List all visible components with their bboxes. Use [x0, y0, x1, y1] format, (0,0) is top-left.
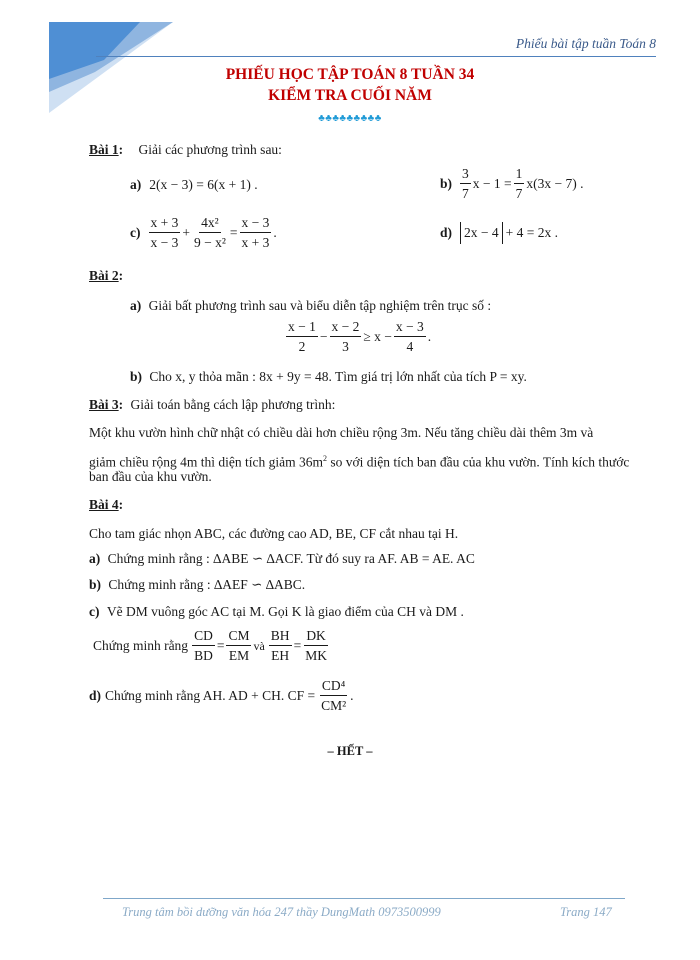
punctuation: . [427, 328, 432, 344]
equation: 2(x − 3) = 6(x + 1) . [149, 177, 258, 192]
item-text: Giải bất phương trình sau và biểu diễn tập nghiệm trên trục số : [148, 298, 492, 313]
page-title: PHIẾU HỌC TẬP TOÁN 8 TUẦN 34 [225, 66, 475, 83]
bai4-label: Bài 4 [89, 497, 119, 512]
equation-part: + 4 = 2x . [505, 225, 558, 240]
item-label: d) [89, 687, 102, 703]
item-text: Cho x, y thỏa mãn : 8x + 9y = 48. Tìm giá trị lớn nhất của tích P = xy. [149, 369, 527, 384]
operator: = [293, 637, 302, 653]
fraction: $\frac{DK}{MK}$ [305, 628, 327, 663]
item-text: Chứng minh rằng : ∆ABE ∽ ∆ACF. Từ đó suy ra AF. AB = AE. AC [107, 551, 475, 566]
bai1-prompt: Giải các phương trình sau: [138, 142, 282, 157]
item-label: b) [440, 175, 453, 191]
bai2-a-inequality [284, 320, 431, 353]
item-text: Chứng minh rằng : ∆AEF ∽ ∆ABC. [108, 577, 306, 592]
bai2-a [130, 297, 491, 315]
equation-part: x − 1 = [472, 175, 512, 191]
fraction: $\frac{3}{7}$ [462, 166, 469, 201]
item-text: Chứng minh rằng AH. AD + CH. CF = [105, 687, 316, 703]
punctuation: . [273, 224, 277, 240]
fraction: $\frac{x - 2}{3}$ [331, 319, 360, 354]
equation-part: x(3x − 7) . [526, 175, 584, 191]
fraction: $\frac{CD}{BD}$ [194, 628, 213, 663]
clubs-ornament: ♣♣♣♣♣♣♣♣♣ [318, 113, 382, 124]
bai3-heading: Bài 3: Giải toán bằng cách lập phương trình: [89, 397, 336, 412]
fraction: $\frac{x - 3}{4}$ [395, 319, 424, 354]
bai4-intro: Cho tam giác nhọn ABC, các đường cao AD, BE, CF cắt nhau tại H. [89, 526, 459, 541]
page-subtitle: KIỂM TRA CUỐI NĂM [268, 87, 432, 104]
operator: = [229, 224, 238, 240]
end-mark: – HẾT – [327, 744, 373, 758]
bai3-prompt: Giải toán bằng cách lập phương trình: [130, 397, 336, 412]
conjunction: và [253, 638, 265, 653]
fraction: $\frac{x - 1}{2}$ [288, 319, 316, 354]
bai2-label: Bài 2 [89, 268, 119, 283]
operator: = [216, 637, 225, 653]
corner-triangle-decoration [0, 0, 200, 130]
footer-rule [103, 898, 625, 899]
item-text: Vẽ DM vuông góc AC tại M. Gọi K là giao điểm của CH và DM . [106, 604, 464, 619]
fraction: $\frac{\text{CD⁴}}{\text{CM²}}$ [321, 678, 347, 713]
absolute-value: 2x − 4 [460, 222, 503, 244]
bai2-b [130, 368, 527, 386]
item-label: b) [89, 577, 102, 592]
operator: ≥ x − [363, 328, 392, 344]
fraction: $\frac{\text{4x²}}{\text{9 − x²}}$ [194, 215, 226, 250]
bai4-d [89, 679, 354, 712]
item-label: c) [89, 604, 100, 619]
superscript: 2 [322, 454, 327, 463]
bai1-b [440, 167, 583, 200]
bai2-heading: Bài 2: [89, 268, 124, 283]
operator: − [319, 328, 328, 344]
text-part: so với diện tích ban đầu của khu vườn. Tính kích thước [326, 454, 630, 470]
item-label: b) [130, 369, 143, 384]
punctuation: . [350, 687, 354, 703]
fraction: $\frac{1}{7}$ [515, 166, 523, 201]
bai4-heading: Bài 4: [89, 497, 124, 512]
item-label: a) [130, 298, 142, 313]
fraction: $\frac{x + 3}{x - 3}$ [150, 215, 179, 250]
bai1-heading: Bài 1: Giải các phương trình sau: [89, 142, 282, 157]
fraction: $\frac{x - 3}{x + 3}$ [241, 215, 270, 250]
bai3-label: Bài 3 [89, 397, 119, 412]
fraction: $\frac{BH}{EH}$ [270, 628, 290, 663]
item-label: a) [89, 551, 101, 566]
bai4-b [89, 576, 305, 594]
text-part: giảm chiều rộng 4m thì diện tích giảm 36m [89, 454, 323, 470]
bai1-label: Bài 1 [89, 142, 119, 157]
item-label: c) [130, 224, 141, 240]
bai1-a [130, 176, 258, 194]
bai1-c [130, 216, 277, 249]
operator: + [182, 224, 190, 240]
header-rule [96, 56, 656, 57]
bai4-c [89, 603, 464, 621]
running-header: Phiếu bài tập tuần Toán 8 [515, 36, 656, 51]
bai4-c-proof [93, 629, 331, 662]
bai3-text-line1: Một khu vườn hình chữ nhật có chiều dài hơn chiều rộng 3m. Nếu tăng chiều dài thêm 3m và [89, 425, 594, 440]
bai4-a [89, 550, 475, 568]
bai3-text-line3: ban đầu của khu vườn. [89, 469, 212, 484]
item-label: d) [440, 225, 453, 240]
proof-prompt: Chứng minh rằng [93, 637, 189, 653]
fraction: $\frac{CM}{EM}$ [228, 628, 250, 663]
item-label: a) [130, 177, 142, 192]
bai1-d [440, 222, 558, 244]
footer-credit: Trung tâm bồi dưỡng văn hóa 247 thầy DungMath 0973500999 [122, 905, 441, 919]
page-number: Trang 147 [560, 905, 612, 919]
